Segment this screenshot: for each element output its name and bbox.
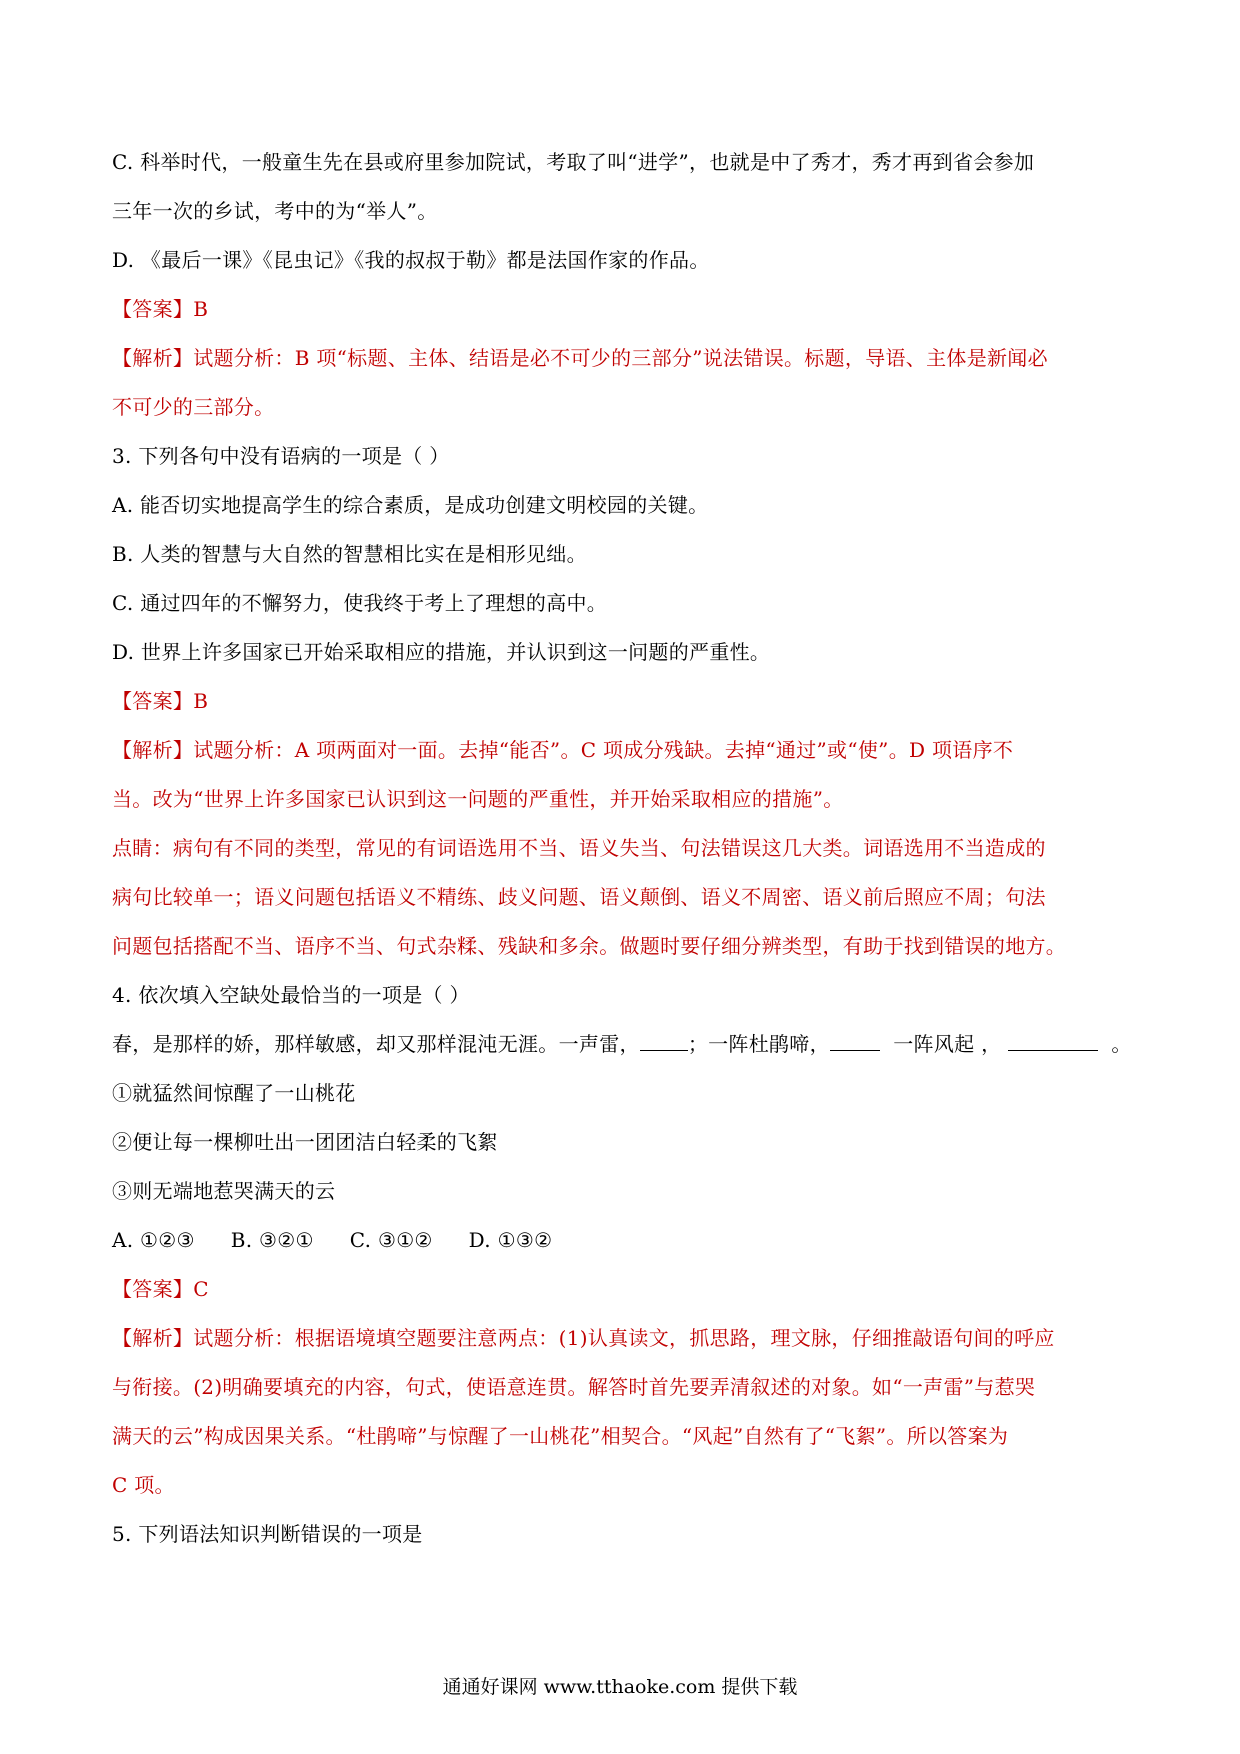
q4-item-3: ③则无端地惹哭满天的云 <box>112 1179 336 1203</box>
q2-answer: 【答案】B <box>112 297 209 321</box>
q4-analysis-line2: 与衔接。(2)明确要填充的内容，句式，使语意连贯。解答时首先要弄清叙述的对象。如“一声雷”与惹哭 <box>112 1375 1036 1399</box>
q4-analysis-line1: 【解析】试题分析：根据语境填空题要注意两点：(1)认真读文，抓思路，理文脉，仔细推敲语句间的呼应 <box>112 1326 1055 1350</box>
q4-passage-part1: 春，是那样的娇，那样敏感，却又那样混沌无涯。一声雷， <box>112 1032 640 1056</box>
q4-choice-d: D. ①③② <box>468 1228 553 1252</box>
q3-answer: 【答案】B <box>112 689 209 713</box>
q2-option-d: D. 《最后一课》《昆虫记》《我的叔叔于勒》都是法国作家的作品。 <box>112 248 710 272</box>
q3-analysis-line2: 当。改为“世界上许多国家已认识到这一问题的严重性，并开始采取相应的措施”。 <box>112 787 844 811</box>
q2-option-c-line2: 三年一次的乡试，考中的为“举人”。 <box>112 199 438 223</box>
q5-question: 5. 下列语法知识判断错误的一项是 <box>112 1522 423 1546</box>
q4-choice-b: B. ③②① <box>230 1228 314 1252</box>
q4-analysis-line3: 满天的云”构成因果关系。“杜鹃啼”与惊醒了一山桃花”相契合。“风起”自然有了“飞絮”。所以答案为 <box>112 1424 1009 1448</box>
q4-item-1: ①就猛然间惊醒了一山桃花 <box>112 1081 356 1105</box>
q3-tip-line2: 病句比较单一；语义问题包括语义不精练、歧义问题、语义颠倒、语义不周密、语义前后照应不周；句法 <box>112 885 1046 909</box>
q3-tip-line3: 问题包括搭配不当、语序不当、句式杂糅、残缺和多余。做题时要仔细分辨类型，有助于找到错误的地方。 <box>112 934 1067 958</box>
q4-choices <box>112 1228 1132 1252</box>
q3-option-c: C. 通过四年的不懈努力，使我终于考上了理想的高中。 <box>112 591 608 615</box>
q3-option-d: D. 世界上许多国家已开始采取相应的措施，并认识到这一问题的严重性。 <box>112 640 771 664</box>
q2-option-c-line1: C. 科举时代，一般童生先在县或府里参加院试，考取了叫“进学”，也就是中了秀才，秀才再到省会参加 <box>112 150 1035 174</box>
q4-blank-3 <box>1008 1032 1098 1051</box>
page-footer: 通通好课网 www.tthaoke.com 提供下载 <box>442 1676 798 1698</box>
q3-tip-line1: 点睛：病句有不同的类型，常见的有词语选用不当、语义失当、句法错误这几大类。词语选用不当造成的 <box>112 836 1046 860</box>
q3-option-b: B. 人类的智慧与大自然的智慧相比实在是相形见绌。 <box>112 542 587 566</box>
q4-choice-c: C. ③①② <box>349 1228 433 1252</box>
q4-answer: 【答案】C <box>112 1277 209 1301</box>
q4-choice-a: A. ①②③ <box>112 1228 195 1252</box>
q3-question: 3. 下列各句中没有语病的一项是（ ） <box>112 444 450 468</box>
q4-blank-2 <box>830 1032 880 1051</box>
q4-passage-part3: 一阵风起 ， <box>893 1032 1002 1056</box>
q4-blank-1 <box>640 1032 688 1051</box>
q3-analysis-line1: 【解析】试题分析：A 项两面对一面。去掉“能否”。C 项成分残缺。去掉“通过”或“使”。D 项语序不 <box>112 738 1014 762</box>
q4-passage <box>112 1032 1132 1056</box>
q4-passage-end: 。 <box>1111 1032 1132 1056</box>
q4-question: 4. 依次填入空缺处最恰当的一项是（ ） <box>112 983 470 1007</box>
q2-analysis-line1: 【解析】试题分析：B 项“标题、主体、结语是必不可少的三部分”说法错误。标题，导语、主体是新闻必 <box>112 346 1048 370</box>
q3-option-a: A. 能否切实地提高学生的综合素质，是成功创建文明校园的关键。 <box>112 493 709 517</box>
q4-item-2: ②便让每一棵柳吐出一团团洁白轻柔的飞絮 <box>112 1130 498 1154</box>
q4-analysis-line4: C 项。 <box>112 1473 175 1497</box>
page-content <box>112 150 1132 1546</box>
q2-analysis-line2: 不可少的三部分。 <box>112 395 275 419</box>
q4-passage-part2: ；一阵杜鹃啼， <box>687 1032 830 1056</box>
